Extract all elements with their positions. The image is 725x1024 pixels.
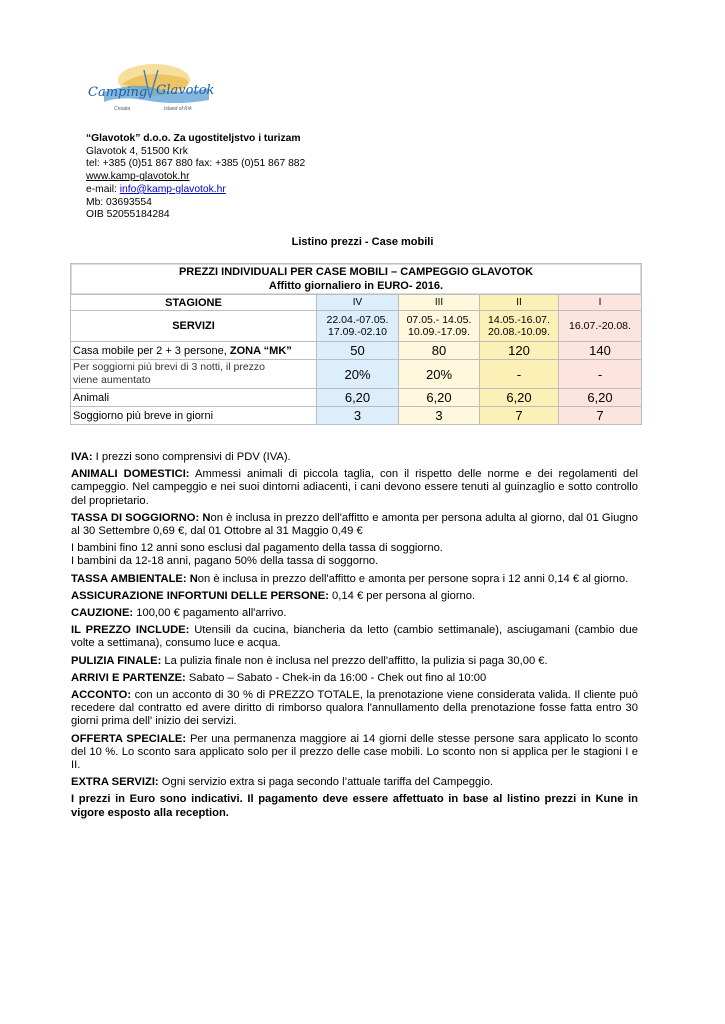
value-cell: 120 [480,342,559,360]
note-iva: IVA: I prezzi sono comprensivi di PDV (IVA). [71,451,291,463]
value-cell: 7 [559,407,642,425]
logo-graphic-icon [84,58,219,118]
note-tassa-ambientale: TASSA AMBIENTALE: Non è inclusa in prezzo dell'affitto e amonta per persone sopra i 12 anni 0,14 € al giorno. [71,572,629,585]
company-email-label: e-mail: [86,183,120,195]
company-phone: tel: +385 (0)51 867 880 fax: +385 (0)51 867 882 [86,158,306,170]
note-acconto: ACCONTO: con un acconto di 30 % di PREZZO TOTALE, la prenotazione viene considerata valida. Il cliente può recedere dal contratto ed avere diritto di rimborso qualora l'annullamento della prenotazione fosse fatta entro 30 giorni prima dell' inizio dei servizi. [71,689,638,728]
company-oib: OIB 52055184284 [86,209,170,221]
table-row [71,342,642,360]
price-table [70,263,642,425]
table-row [71,407,642,425]
row-label-animali: Animali [71,389,317,407]
value-cell: - [480,360,559,389]
table-heading-row [71,264,642,295]
table-heading-line1: PREZZI INDIVIDUALI PER CASE MOBILI – CAMPEGGIO GLAVOTOK [178,266,534,278]
dates-iv [317,311,399,342]
season-ii: II [480,295,559,311]
value-cell: 80 [399,342,480,360]
date-iv-1: 22.04.-07.05. [326,313,389,326]
note-final: I prezzi in Euro sono indicativi. Il pagamento deve essere affettuato in base al listino prezzi in Kune in vigore esposto alla reception. [71,793,638,819]
note-extra: EXTRA SERVIZI: Ogni servizio extra si paga secondo l’attuale tariffa del Campeggio. [71,776,494,789]
note-bambini-1: I bambini fino 12 anni sono esclusi dal pagamento della tassa di soggiorno. [71,542,443,555]
company-address: Glavotok 4, 51500 Krk [86,145,188,157]
value-cell: 20% [317,360,399,389]
value-cell: 20% [399,360,480,389]
value-cell: 6,20 [480,389,559,407]
value-cell: 3 [399,407,480,425]
row-label-line2: viene aumentato [73,374,151,386]
row-label-short-stay [71,360,317,389]
table-row [71,360,642,389]
row-label-min-stay: Soggiorno più breve in giorni [71,407,317,425]
season-iii: III [399,295,480,311]
logo-word-right: Glavotok [156,83,215,98]
row-label-plain: Casa mobile per 2 + 3 persone, [73,344,230,357]
note-arrivi: ARRIVI E PARTENZE: Sabato – Sabato - Chek-in da 16:00 - Chek out fino al 10:00 [71,671,487,684]
note-cauzione: CAUZIONE: 100,00 € pagamento all'arrivo. [71,607,287,620]
value-cell: 6,20 [559,389,642,407]
date-iii-1: 07.05.- 14.05. [406,313,472,326]
table-heading-line2: Affitto giornaliero in EURO- 2016. [268,280,444,292]
date-iv-2: 17.09.-02.10 [328,326,387,338]
note-pulizia: PULIZIA FINALE: La pulizia finale non è inclusa nel prezzo dell'affitto, la pulizia si paga 30,00 €. [71,654,548,667]
row-label-bold: ZONA “MK” [229,344,292,357]
logo-tagline-left: Croatia [114,106,131,112]
stagione-label: STAGIONE [71,295,317,311]
servizi-label: SERVIZI [71,311,317,342]
note-bambini-2: I bambini da 12-18 anni, pagano 50% della tassa di soggorno. [71,555,379,568]
value-cell: 7 [480,407,559,425]
company-website-link[interactable]: www.kamp-glavotok.hr [86,171,190,183]
value-cell: 140 [559,342,642,360]
note-prezzo-include: IL PREZZO INCLUDE: Utensili da cucina, biancheria da letto (cambio settimanale), asciugamani (cambio due volte a settimana), consumo luce e acqua. [71,624,638,650]
date-iii-2: 10.09.-17.09. [408,326,470,338]
company-mb: Mb: 03693554 [86,196,152,208]
value-cell: 50 [317,342,399,360]
dates-i [559,311,642,342]
dates-ii [480,311,559,342]
company-name: “Glavotok” d.o.o. Za ugostiteljstvo i turizam [86,133,301,144]
date-ii-1: 14.05.-16.07. [488,313,550,326]
row-label-line1: Per soggiorni più brevi di 3 notti, il prezzo [73,361,266,373]
dates-iii [399,311,480,342]
camping-glavotok-logo [84,58,219,118]
row-label-casa-mobile [71,342,317,360]
document-title: Listino prezzi - Case mobili [291,236,434,248]
note-animali: ANIMALI DOMESTICI: Ammessi animali di piccola taglia, con il rispetto delle norme e dei regolamenti del campeggio. Nel campeggio e nei suoi dintorni adiacenti, i cani devono essere tenuti al guinzaglio e sotto controllo del proprietario. [71,468,638,507]
logo-tagline-right: Island of Krk [164,106,192,112]
note-tassa-soggiorno: TASSA DI SOGGIORNO: Non è inclusa in prezzo dell'affitto e amonta per persona adulta al giorno, dal 01 Giugno al 30 Settembre 0,69 €, dal 01 Ottobre al 31 Maggio 0,49 € [71,511,639,538]
value-cell: 6,20 [399,389,480,407]
table-heading [71,264,642,295]
value-cell: 6,20 [317,389,399,407]
table-row [71,389,642,407]
logo-word-left: Camping [88,85,148,100]
table-row-servizi [71,311,642,342]
date-ii-2: 20.08.-10.09. [488,326,550,338]
company-email-link[interactable]: info@kamp-glavotok.hr [119,183,226,195]
terms-notes [71,451,638,824]
note-offerta: OFFERTA SPECIALE: Per una permanenza maggiore ai 14 giorni delle stesse persone sara applicato lo sconto del 10 %. Lo sconto sara applicato solo per il prezzo delle case mobili. Lo sconto non si applica per le stagioni I e II. [71,732,639,772]
table-row-stagione [71,295,642,311]
value-cell: - [559,360,642,389]
season-iv: IV [317,295,399,311]
season-i: I [559,295,642,311]
value-cell: 3 [317,407,399,425]
note-assicurazione: ASSICURAZIONE INFORTUNI DELLE PERSONE: 0,14 € per persona al giorno. [71,589,476,602]
company-info [86,133,305,222]
date-i-1: 16.07.-20.08. [569,319,631,332]
